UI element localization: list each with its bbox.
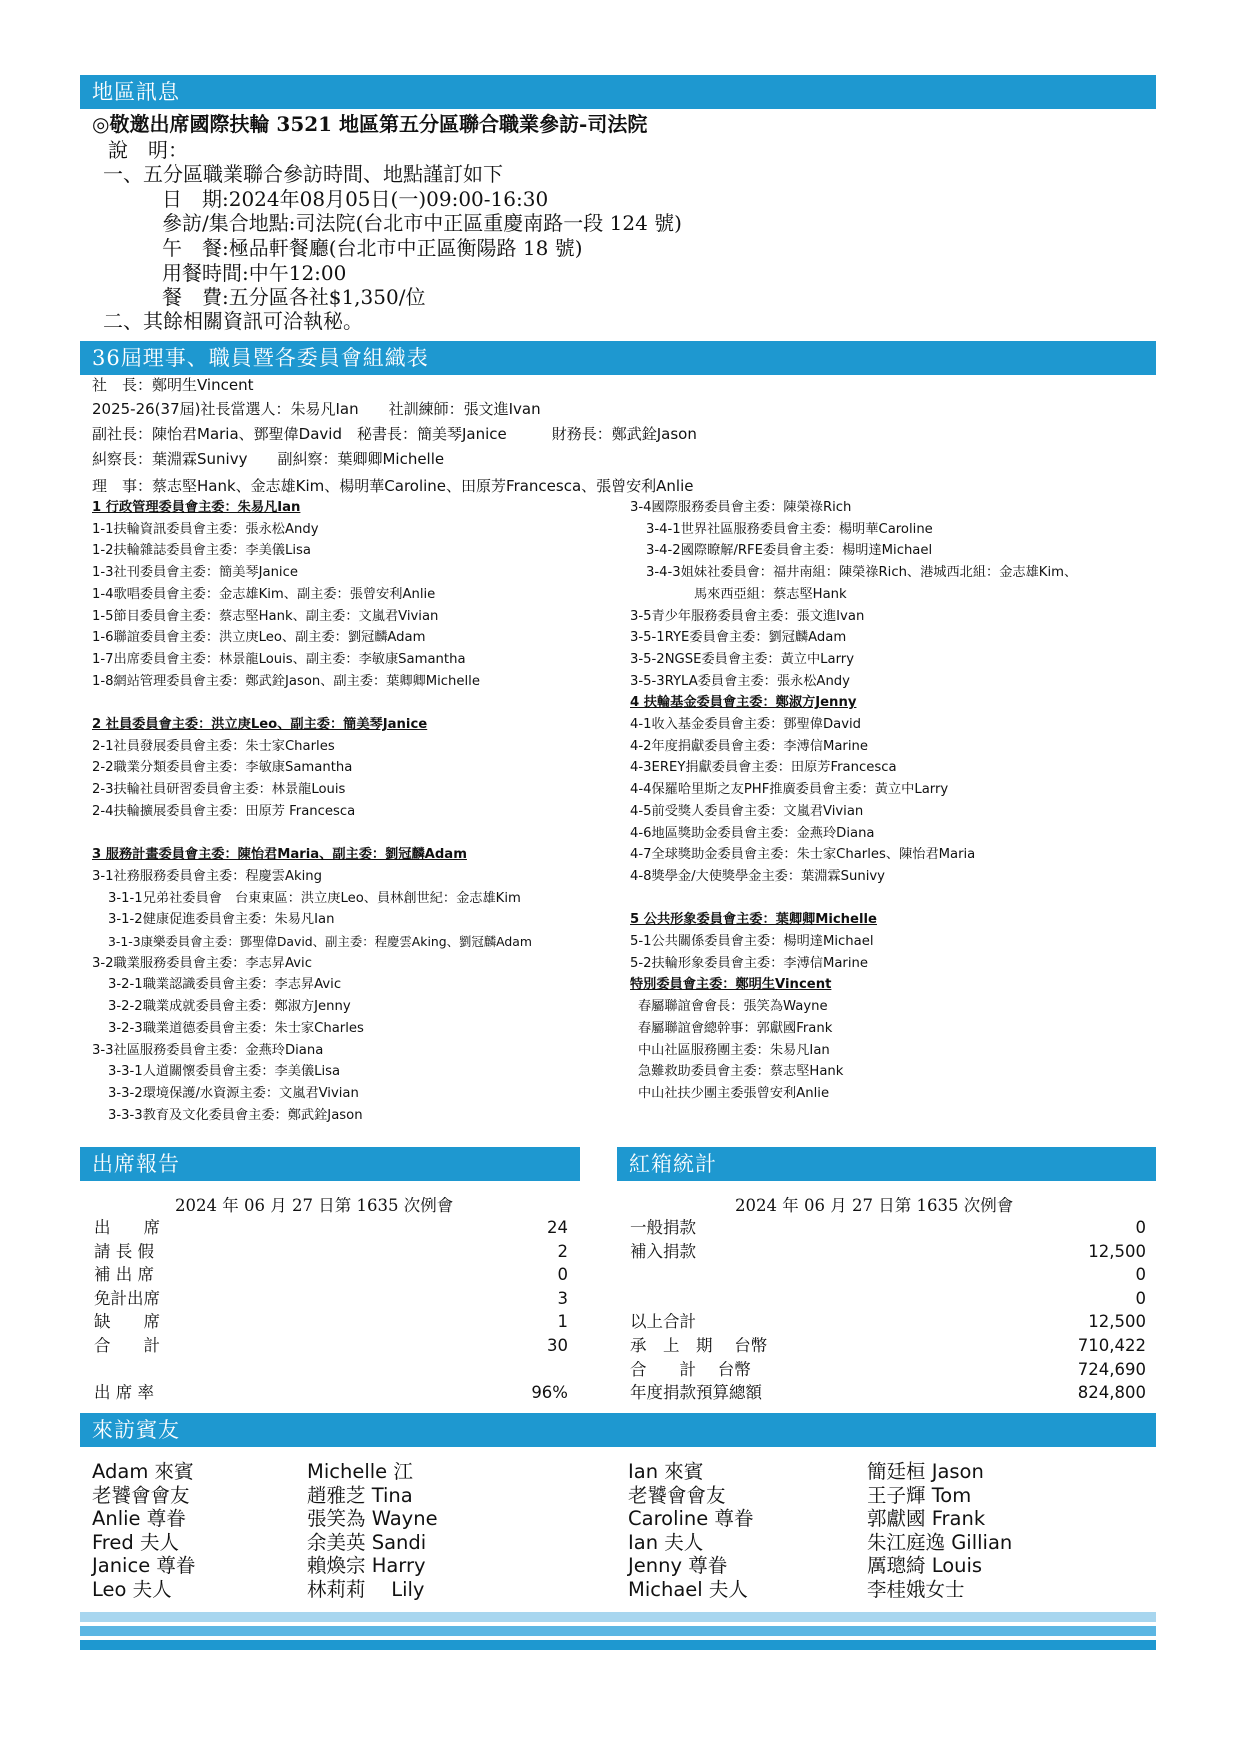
- stat-value: 710,422: [1077, 1336, 1146, 1355]
- stat-value: 824,800: [1077, 1383, 1146, 1403]
- stat-label: 出 席 率: [94, 1383, 154, 1403]
- committee-heading: 1 行政管理委員會主委：朱易凡Ian: [92, 500, 301, 515]
- section-bar-redbox: [617, 1147, 1156, 1181]
- stat-row: [94, 1334, 568, 1358]
- committee-item: 馬來西亞組：蔡志堅Hank: [694, 586, 847, 602]
- committee-item: 春屬聯誼會會長：張笑為Wayne: [638, 999, 828, 1015]
- news-line: 用餐時間:中午12:00: [162, 261, 347, 285]
- stat-label: 出 席: [94, 1218, 160, 1237]
- guest-name: Caroline 尊眷: [628, 1507, 754, 1531]
- committee-item: 1-6聯誼委員會主委：洪立庚Leo、副主委：劉冠麟Adam: [92, 630, 426, 646]
- guest-name: 朱江庭逸 Gillian: [867, 1530, 1013, 1554]
- committee-item: 急難救助委員會主委：蔡志堅Hank: [638, 1064, 844, 1080]
- committee-item: 春屬聯誼會總幹事：郭獻國Frank: [638, 1020, 833, 1036]
- committee-item: 3-4國際服務委員會主委：陳榮祿Rich: [630, 500, 852, 515]
- committee-item: 1-1扶輪資訊委員會主委：張永松Andy: [92, 521, 319, 537]
- section-title: 出席報告: [92, 1152, 180, 1176]
- guest-column: [307, 1460, 438, 1602]
- guest-name: 簡廷桓 Jason: [867, 1460, 984, 1483]
- committee-heading: 特別委員會主委：鄭明生Vincent: [630, 977, 832, 993]
- committee-item: 3-3-2環境保護/水資源主委：文嵐君Vivian: [108, 1085, 359, 1101]
- footer-stripe: [80, 1626, 1156, 1636]
- guest-column: [92, 1460, 195, 1602]
- guest-name: 郭獻國 Frank: [867, 1507, 986, 1531]
- committee-item: 3-3-3教育及文化委員會主委：鄭武銓Jason: [108, 1107, 363, 1123]
- stat-row: [630, 1240, 1146, 1264]
- committee-item: 1-7出席委員會主委：林景龍Louis、副主委：李敏康Samantha: [92, 651, 466, 667]
- committee-item: 4-7全球獎助金委員會主委：朱士家Charles、陳怡君Maria: [630, 847, 976, 863]
- guest-name: 厲璁綺 Louis: [867, 1554, 983, 1578]
- redbox-date: 2024 年 06 月 27 日第 1635 次例會: [735, 1196, 1014, 1215]
- stat-value: 0: [1135, 1288, 1146, 1308]
- committee-item: 4-5前受獎人委員會主委：文嵐君Vivian: [630, 803, 864, 819]
- stat-value: 12,500: [1088, 1312, 1146, 1332]
- stat-value: 24: [547, 1218, 568, 1237]
- committee-item: 3-5-3RYLA委員會主委：張永松Andy: [630, 673, 850, 689]
- news-line: 午 餐:極品軒餐廳(台北市中正區衡陽路 18 號): [162, 236, 583, 260]
- stat-value: 12,500: [1088, 1241, 1146, 1261]
- stat-label: 補入捐款: [630, 1241, 696, 1261]
- guest-name: 賴煥宗 Harry: [307, 1554, 426, 1578]
- stat-label: 一般捐款: [630, 1218, 696, 1237]
- committee-item: 4-1收入基金委員會主委：鄧聖偉David: [630, 717, 862, 732]
- committee-item: 3-4-3姐妹社委員會：福井南組：陳榮祿Rich、港城西北組：金志雄Kim、: [646, 565, 1078, 581]
- committee-item: 1-3社刊委員會主委：簡美琴Janice: [92, 565, 298, 581]
- org-officer-line: 理 事：蔡志堅Hank、金志雄Kim、楊明華Caroline、田原芳Francesca、張曾安利Anlie: [92, 477, 694, 495]
- section-title: 地區訊息: [92, 80, 180, 104]
- committee-item: 2-1社員發展委員會主委：朱士家Charles: [92, 738, 335, 754]
- stat-row: [630, 1287, 1146, 1311]
- stat-row: [94, 1240, 568, 1264]
- guest-name: Ian 來賓: [628, 1460, 704, 1483]
- guest-name: 王子輝 Tom: [867, 1483, 972, 1507]
- section-bar-org: [80, 341, 1156, 375]
- guest-name: 林莉莉 Lily: [307, 1577, 425, 1601]
- committee-item: 1-5節目委員會主委：蔡志堅Hank、副主委：文嵐君Vivian: [92, 608, 439, 624]
- guest-name: 李桂娥女士: [867, 1577, 965, 1601]
- committee-heading: 3 服務計畫委員會主委：陳怡君Maria、副主委：劉冠麟Adam: [92, 847, 467, 863]
- guest-name: Fred 夫人: [92, 1530, 179, 1554]
- stat-value: 724,690: [1077, 1359, 1146, 1379]
- stat-row: [630, 1334, 1146, 1358]
- guest-name: Leo 夫人: [92, 1577, 172, 1601]
- committee-item: 3-1-2健康促進委員會主委：朱易凡Ian: [108, 912, 335, 928]
- committee-item: 5-1公共關係委員會主委：楊明達Michael: [630, 934, 874, 949]
- stat-value: 96%: [531, 1383, 568, 1403]
- committee-item: 4-4保羅哈里斯之友PHF推廣委員會主委：黃立中Larry: [630, 782, 949, 798]
- committee-item: 3-1-1兄弟社委員會 台東東區：洪立庚Leo、員林創世紀：金志雄Kim: [108, 890, 521, 906]
- news-line: 二、其餘相關資訊可洽執秘。: [103, 309, 363, 333]
- committee-heading: 4 扶輪基金委員會主委：鄭淑方Jenny: [630, 695, 857, 711]
- committee-item: 3-4-2國際瞭解/RFE委員會主委：楊明達Michael: [646, 543, 933, 559]
- committee-item: 4-3EREY捐獻委員會主委：田原芳Francesca: [630, 760, 897, 776]
- stat-label: 請 長 假: [94, 1241, 154, 1261]
- committee-item: 4-6地區獎助金委員會主委：金燕玲Diana: [630, 825, 875, 841]
- stat-value: 0: [1135, 1218, 1146, 1237]
- stat-row: [630, 1381, 1146, 1405]
- section-bar-guests: [80, 1413, 1156, 1447]
- committee-item: 5-2扶輪形象委員會主委：李溥信Marine: [630, 955, 868, 971]
- committee-item: 3-1-3康樂委員會主委：鄧聖偉David、副主委：程慶雲Aking、劉冠麟Adam: [108, 934, 532, 949]
- stat-label: 補 出 席: [94, 1265, 154, 1285]
- stat-label: 以上合計: [630, 1312, 696, 1332]
- guest-name: 老饕會會友: [92, 1483, 190, 1507]
- org-officer-line: 2025-26(37屆)社長當選人：朱易凡Ian 社訓練師：張文進Ivan: [92, 400, 541, 418]
- committee-item: 1-8網站管理委員會主委：鄭武銓Jason、副主委：葉卿卿Michelle: [92, 673, 480, 689]
- stat-label: 年度捐款預算總額: [630, 1383, 762, 1403]
- footer-stripe: [80, 1612, 1156, 1622]
- footer-stripe: [80, 1640, 1156, 1650]
- stat-value: 30: [547, 1336, 568, 1355]
- section-bar-attendance: [80, 1147, 580, 1181]
- committee-heading: 5 公共形象委員會主委：葉卿卿Michelle: [630, 912, 877, 928]
- committee-item: 3-4-1世界社區服務委員會主委：楊明華Caroline: [646, 521, 933, 537]
- committee-item: 3-5-2NGSE委員會主委：黃立中Larry: [630, 651, 855, 667]
- news-title: ◎敬邀出席國際扶輪 3521 地區第五分區聯合職業參訪-司法院: [92, 112, 648, 136]
- committee-item: 3-2-1職業認識委員會主委：李志昇Avic: [108, 977, 342, 993]
- committee-item: 3-3-1人道關懷委員會主委：李美儀Lisa: [108, 1064, 341, 1080]
- stat-row: [94, 1310, 568, 1334]
- news-line: 說 明：: [108, 138, 188, 162]
- committee-item: 4-8獎學金/大使獎學金主委：葉淵霖Sunivy: [630, 868, 885, 884]
- committee-item: 3-2-2職業成就委員會主委：鄭淑方Jenny: [108, 999, 351, 1015]
- guest-column: [628, 1460, 753, 1602]
- committee-item: 3-5青少年服務委員會主委：張文進Ivan: [630, 608, 865, 624]
- stat-label: 合 計: [94, 1336, 160, 1355]
- section-title: 來訪賓友: [92, 1418, 180, 1442]
- guest-name: Adam 來賓: [92, 1460, 194, 1483]
- news-line: 一、五分區職業聯合參訪時間、地點謹訂如下: [103, 162, 503, 186]
- stat-value: 2: [557, 1241, 568, 1261]
- committee-item: 中山社扶少團主委張曾安利Anlie: [638, 1085, 830, 1101]
- stat-label: 缺 席: [94, 1312, 160, 1332]
- guest-name: Anlie 尊眷: [92, 1507, 186, 1531]
- committee-item: 中山社區服務團主委：朱易凡Ian: [638, 1042, 830, 1058]
- stat-row: [630, 1216, 1146, 1240]
- stat-label: 合 計 台幣: [630, 1359, 751, 1379]
- committee-item: 2-3扶輪社員研習委員會主委：林景龍Louis: [92, 782, 346, 798]
- section-bar-news: [80, 75, 1156, 109]
- news-line: 日 期:2024年08月05日(一)09:00-16:30: [162, 187, 549, 211]
- guest-name: 張笑為 Wayne: [307, 1507, 438, 1531]
- committee-item: 3-2職業服務委員會主委：李志昇Avic: [92, 955, 312, 971]
- stat-row: [94, 1381, 568, 1405]
- committee-item: 3-2-3職業道德委員會主委：朱士家Charles: [108, 1020, 364, 1036]
- guest-name: 趙雅芝 Tina: [307, 1483, 413, 1507]
- org-officer-line: 副社長：陳怡君Maria、鄧聖偉David 秘書長：簡美琴Janice 財務長：鄭武銓Jason: [92, 425, 697, 443]
- stat-row: [94, 1216, 568, 1240]
- stat-value: 0: [557, 1265, 568, 1285]
- committee-item: 2-4扶輪擴展委員會主委：田原芳 Francesca: [92, 803, 356, 819]
- stat-row: [630, 1358, 1146, 1382]
- section-title: 紅箱統計: [629, 1152, 717, 1176]
- org-officer-line: 糾察長：葉淵霖Sunivy 副糾察：葉卿卿Michelle: [92, 450, 445, 468]
- stat-row: [94, 1287, 568, 1311]
- guest-name: Janice 尊眷: [92, 1554, 196, 1578]
- guest-name: Michael 夫人: [628, 1577, 748, 1601]
- news-line: 參訪/集合地點:司法院(台北市中正區重慶南路一段 124 號): [162, 211, 682, 235]
- stat-value: 1: [557, 1312, 568, 1332]
- stat-value: 0: [1135, 1265, 1146, 1285]
- guest-name: 老饕會會友: [628, 1483, 726, 1507]
- committee-item: 3-3社區服務委員會主委：金燕玲Diana: [92, 1042, 324, 1058]
- guest-name: Ian 夫人: [628, 1530, 704, 1554]
- org-officer-line: 社 長：鄭明生Vincent: [92, 376, 254, 394]
- stat-label: 承 上 期 台幣: [630, 1336, 768, 1355]
- guest-column: [867, 1460, 1012, 1602]
- committee-item: 4-2年度捐獻委員會主委：李溥信Marine: [630, 738, 868, 754]
- guest-name: Jenny 尊眷: [628, 1554, 728, 1578]
- stat-row: [94, 1263, 568, 1287]
- guest-name: 余美英 Sandi: [307, 1530, 427, 1554]
- committee-item: 1-2扶輪雜誌委員會主委：李美儀Lisa: [92, 543, 311, 559]
- committee-item: 3-1社務服務委員會主委：程慶雲Aking: [92, 868, 323, 884]
- committee-heading: 2 社員委員會主委：洪立庚Leo、副主委：簡美琴Janice: [92, 717, 428, 732]
- attendance-date: 2024 年 06 月 27 日第 1635 次例會: [175, 1196, 454, 1215]
- committee-item: 3-5-1RYE委員會主委：劉冠麟Adam: [630, 630, 847, 646]
- news-line: 餐 費:五分區各社$1,350/位: [162, 285, 426, 309]
- stat-label: 免計出席: [94, 1288, 160, 1308]
- committee-item: 1-4歌唱委員會主委：金志雄Kim、副主委：張曾安利Anlie: [92, 586, 436, 602]
- stat-row: [630, 1263, 1146, 1287]
- stat-value: 3: [557, 1288, 568, 1308]
- section-title: 36屆理事、職員暨各委員會組織表: [92, 346, 429, 370]
- stat-row: [630, 1310, 1146, 1334]
- guest-name: Michelle 江: [307, 1460, 413, 1483]
- stat-row: [94, 1358, 568, 1382]
- committee-item: 2-2職業分類委員會主委：李敏康Samantha: [92, 760, 353, 776]
